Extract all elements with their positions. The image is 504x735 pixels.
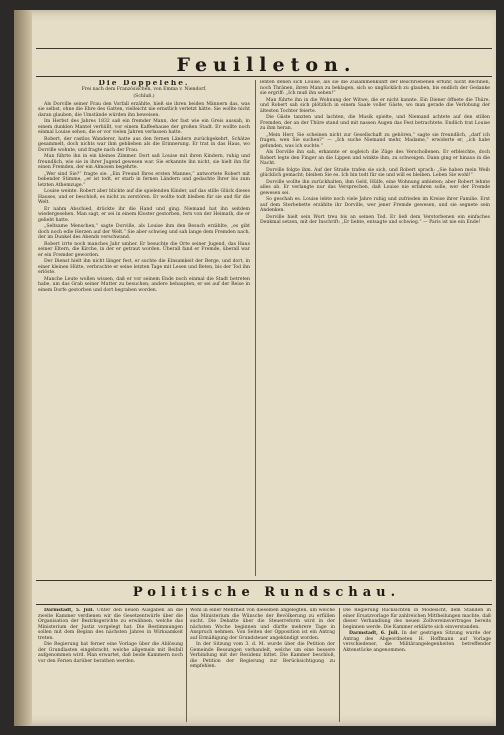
- news-text: Unter den neuen Ausgaben an die zweite Kammer verdienen wir die Gesetzentwürfe über die Organisation der Bezirksgerichte zu erwähnen, welche das Ministerium der Justiz vorgelegt hat. Die Bestimmungen sollen mit dem Beginn des nächsten Jahres in Wirksamkeit treten.: [38, 608, 183, 641]
- news-text: In der gestrigen Sitzung wurde der Antrag des Abgeordneten H. Hoffmann auf Vorlage verschiedener, die Militärangelegenheiten betreffender Aktenstücke angenommen.: [343, 631, 491, 653]
- paragraph: Als Dorville ihn sah, erkannte er sogleich die Züge des Verschollenen. Er erbleichte, doch Robert legte den Finger an die Lippen und winkte ihm, zu schweigen. Dann ging er hinaus in die Nacht.: [260, 150, 490, 166]
- left-column: [38, 80, 250, 576]
- politics-heading: Politische Rundschau.: [132, 585, 401, 600]
- paragraph: „Mein Herr, Sie scheinen nicht zur Gesellschaft zu gehören,“ sagte sie freundlich, „darf ich fragen, wen Sie suchen?“ — „Ich suche Niemand mehr, Madame,“ erwiderte er, „ich habe gefunden, was ich suchte.“: [260, 132, 490, 149]
- dateline: Darmstadt, 6. Juli.: [349, 631, 400, 636]
- paragraph: Im Herbst des Jahres 1832 saß ein fremder Mann, der fast wie ein Greis aussah, in einem dunklen Mantel verhüllt, vor einem Kaffeehause der großen Stadt. Er wollte noch einmal Louise sehen, die er vor vielen Jahren verlassen hatte.: [38, 119, 250, 135]
- right-column: [260, 80, 490, 576]
- politics-column-1: [38, 608, 183, 722]
- section-rule-bottom: [36, 604, 492, 605]
- column-divider: [186, 608, 187, 722]
- heading-rule: [36, 76, 492, 77]
- newspaper-page: [14, 10, 496, 726]
- paragraph: Man führte ihn in die Wohnung der Witwe, die er nicht kannte. Ein Diener öffnete die Thüre, und Robert sah sich plötzlich in einem Saale voller Gäste, wo man gerade die Verlobung der ältesten Tochter feierte.: [260, 97, 490, 114]
- paragraph: Dorville hielt sein Wort treu bis an seinen Tod. Er ließ dem Verstorbenen ein einfaches Denkmal setzen, mit der Inschrift: „Er liebte, entsagte und schwieg.“ — Paris ist nie ein Ende!: [260, 214, 490, 225]
- paragraph: „Seltsame Menschen,“ sagte Dorville, als Louise ihm den Besuch erzählte, „es gibt doch noch edle Herzen auf der Welt.“ Sie aber schwieg und sah lange dem Fremden nach, der im Dunkel des Abends verschwand.: [38, 224, 250, 240]
- news-text: In der Sitzung vom 3. d. M. wurde über die Petition der Gemeinde Bessungen verhandelt, welche um eine bessere Verbindung mit der Residenz bittet. Die Kammer beschloß, die Petition der Regierung zur Berücksichtigung zu empfehlen.: [190, 642, 335, 669]
- paragraph: „Wer sind Sie?“ fragte sie. „Ein Freund Ihres ersten Mannes,“ antwortete Robert mit bebender Stimme, „er ist todt, er starb in fernen Ländern und gedachte Ihrer bis zum letzten Athemzuge.“: [38, 171, 250, 188]
- politics-column-2: [190, 608, 335, 722]
- paragraph: Manche Leute wollen wissen, daß er vor seinem Ende noch einmal die Stadt betreten habe, um das Grab seiner Mutter zu besuchen; andere behaupten, er sei auf der Reise in einem Dorfe gestorben und dort begraben worden.: [38, 276, 250, 293]
- story-section: (Schluß.): [133, 94, 155, 99]
- top-rule: [36, 48, 492, 49]
- paragraph: Die Gäste tanzten und lachten, die Musik spielte, und Niemand achtete auf den stillen Fremden, der an der Thüre stand und mit nassen Augen das Fest betrachtete. Endlich trat Louise zu ihm heran.: [260, 115, 490, 131]
- news-text: Wohl in einer Mehrheit von dieselben angelegten, um welche das Ministerium die Wünsche der Bevölkerung zu erfüllen sucht. Die Debatte über die Steuerreform wird in der nächsten Woche beginnen und dürfte mehrere Tage in Anspruch nehmen. Von Seiten der Opposition ist ein Antrag auf Ermäßigung der Grundsteuer angekündigt worden.: [190, 608, 335, 641]
- column-divider: [255, 80, 256, 576]
- book-spine: [14, 10, 32, 726]
- story-subtitle: Frei nach dem Französischen, von Emma v. Niendorf.: [81, 86, 207, 92]
- paragraph: Er nahm Abschied, drückte ihr die Hand und ging. Niemand hat ihn seitdem wiedergesehen. Man sagt, er sei in einem Kloster gestorben, fern von der Heimath, die er geliebt hatte.: [38, 206, 250, 223]
- paragraph: Dorville wollte ihn zurückhalten, ihm Geld, Hülfe, eine Wohnung anbieten; aber Robert lehnte alles ab. Er verlangte nur das Versprechen, daß Louise nie erfahren solle, wer der Fremde gewesen sei.: [260, 179, 490, 196]
- paragraph: Als Dorville seiner Frau den Vorfall erzählte, hieß sie ihren beiden Männern das, was sie selbst, ohne die Ehre des Gatten, vielleicht nie ernstlich verletzt hätte. Sie wollte nicht daran glauben, die Umstände würden ihn beweisen.: [38, 101, 250, 118]
- paragraph: Dorville folgte ihm. Auf der Straße trafen sie sich, und Robert sprach: „Sie haben mein Weib glücklich gemacht; bleiben Sie es. Ich bin todt für sie und will es bleiben. Leben Sie wohl!“: [260, 167, 490, 178]
- paragraph: So geschah es. Louise lebte noch viele Jahre ruhig und zufrieden im Kreise ihrer Familie. Erst auf dem Sterbebette erzählte ihr Dorville, wer jener Fremde gewesen, und sie segnete sein Andenken.: [260, 197, 490, 213]
- paragraph: Robert, der rastlos Wanderer, hatte aus den fernen Ländern zurückgekehrt, Schätze gesammelt, doch nichts war ihm geblieben als die Erinnerung. Er trat in das Haus, wo Dorville wohnte, und fragte nach der Frau.: [38, 136, 250, 153]
- feuilleton-heading: Feuilleton.: [176, 54, 357, 76]
- paragraph: Robert irrte noch manches Jahr umher. Er besuchte die Orte seiner Jugend, das Haus seiner Eltern, die Kirche, in der er getraut worden. Überall fand er Fremde, überall war er ein Fremder geworden.: [38, 241, 250, 258]
- section-rule-top: [36, 580, 492, 581]
- paragraph: Der Dienst hielt ihn nicht länger fest, er suchte die Einsamkeit der Berge, und dort, in einer kleinen Hütte, verbrachte er seine letzten Tage mit Lesen und Beten, bis der Tod ihn erlöste.: [38, 259, 250, 275]
- paragraph: Louise weinte. Robert aber blickte auf die spielenden Kinder, auf das stille Glück dieses Hauses, und er beschloß, es nicht zu zerstören. Er wollte todt bleiben für sie und für die Welt.: [38, 189, 250, 205]
- column-divider: [339, 608, 340, 722]
- politics-column-3: [343, 608, 491, 722]
- dateline: Darmstadt, 5. Juli.: [44, 608, 95, 613]
- news-text: Die Regierung hat ferner eine Vorlage über die Ablösung der Grundlasten eingebracht, welche allgemein mit Beifall aufgenommen wird. Man erwartet, daß beide Kammern noch vor den Ferien darüber berathen werden.: [38, 642, 183, 664]
- paragraph: Man führte ihn in ein kleines Zimmer. Dort saß Louise mit ihren Kindern, ruhig und freundlich, wie sie in ihrer Jugend gewesen war. Sie erkannte ihn nicht, sie hielt ihn für einen Fremden, der ein Almosen begehrte.: [38, 154, 250, 170]
- story-title: Die Doppelehe.: [98, 80, 190, 87]
- paragraph: lenten denen sich Louise, als sie die Zusammenkunft der Beschriebenen erfuhr, nicht Rechnen, noch Thränen, ihren Mann zu beklagen, sich so unglücklich zu glauben, bis endlich der Gedanke sie ergriff: „Ich muß ihn sehen!“: [260, 80, 490, 96]
- news-text: Die Regierung Rücksichten in Modesicht, dem Ständen in einer Ersatzvorlage für zahlreichen Mittheilungen machte, daß dieser Verhandlung des neuen Zollvereinsvertrages bereits beginnen werde. Die Kammer erklärte sich einverstanden.: [343, 608, 491, 630]
